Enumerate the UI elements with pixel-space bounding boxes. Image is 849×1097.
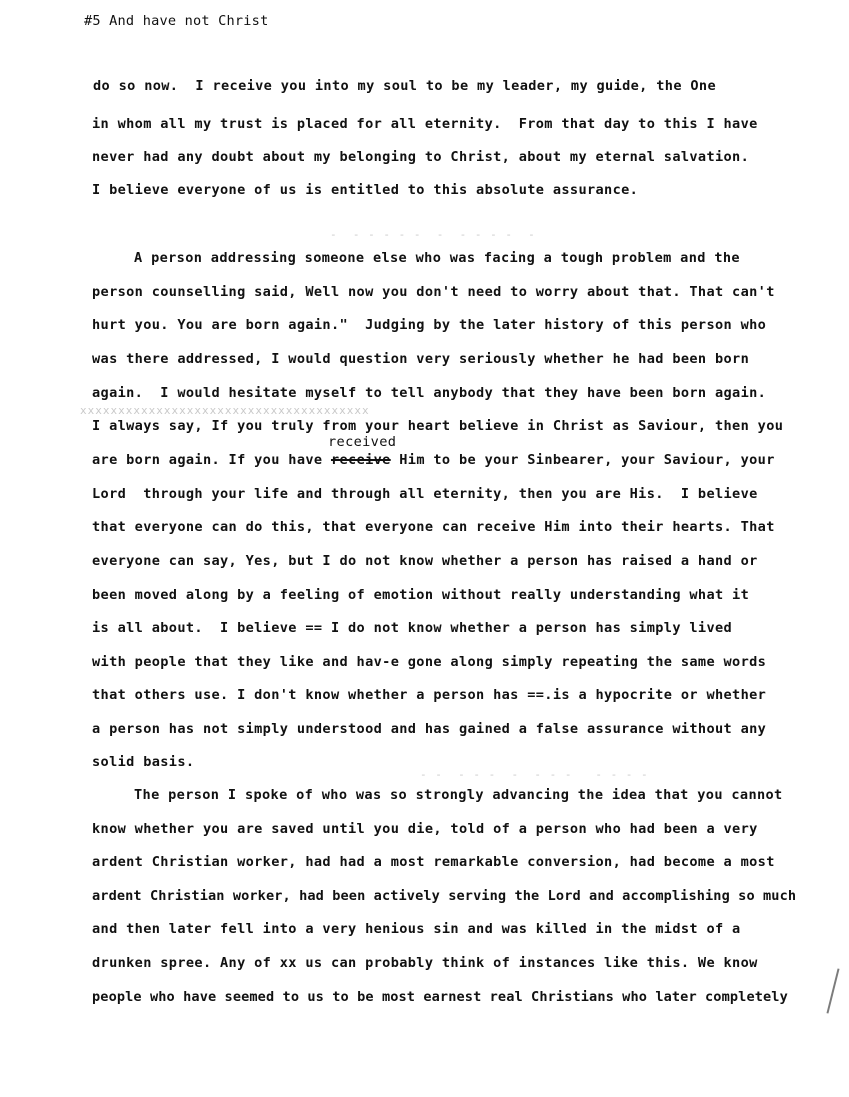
paragraph-2-line: everyone can say, Yes, but I do not know whether a person has raised a hand or [92,553,758,569]
show-through-text: - - - - - - - - - - - - [330,228,536,241]
paragraph-2-line: hurt you. You are born again." Judging by the later history of this person who [92,317,767,333]
struck-word: receive [330,452,391,468]
paragraph-2-line: a person has not simply understood and has gained a false assurance without any [92,721,767,737]
paragraph-3-line: know whether you are saved until you die, told of a person who had been a very [92,821,758,837]
paragraph-2-line: Lord through your life and through all eternity, then you are His. I believe [92,486,758,502]
paragraph-2-line: that everyone can do this, that everyone can receive Him into their hearts. That [92,519,775,535]
handwritten-insertion: received [328,434,397,450]
paragraph-2-line: again. I would hesitate myself to tell anybody that they have been born again. [92,385,767,401]
page-header: #5 And have not Christ [84,13,269,29]
paragraph-2-line: that others use. I don't know whether a person has ==.is a hypocrite or whether [92,687,767,703]
paragraph-3-line: drunken spree. Any of xx us can probably think of instances like this. We know [92,955,758,971]
paragraph-2-line: I always say, If you truly from your heart believe in Christ as Saviour, then you [92,418,784,434]
paragraph-2-line: person counselling said, Well now you don't need to worry about that. That can't [92,284,775,300]
edited-line [92,451,775,469]
paragraph-3-line: and then later fell into a very henious sin and was killed in the midst of a [92,921,741,937]
paragraph-2-line: is all about. I believe == I do not know whether a person has simply lived [92,620,733,636]
margin-pen-mark [826,968,839,1013]
paragraph-1-line: in whom all my trust is placed for all eternity. From that day to this I have [92,116,758,132]
paragraph-2-line: with people that they like and hav-e gone along simply repeating the same words [92,654,767,670]
paragraph-2-line: been moved along by a feeling of emotion without really understanding what it [92,587,750,603]
show-through-text: xxxxxxxxxxxxxxxxxxxxxxxxxxxxxxxxxxxxxx [80,404,370,417]
paragraph-3-line: The person I spoke of who was so strongly advancing the idea that you cannot [134,787,783,803]
edited-line-start: are born again. If you have [92,452,331,468]
paragraph-2-line: was there addressed, I would question very seriously whether he had been born [92,351,750,367]
paragraph-3-line: ardent Christian worker, had had a most remarkable conversion, had become a most [92,854,775,870]
paragraph-1-line: never had any doubt about my belonging to Christ, about my eternal salvation. [92,149,750,165]
paragraph-2-line: A person addressing someone else who was facing a tough problem and the [134,250,740,266]
paragraph-1-line: I believe everyone of us is entitled to this absolute assurance. [92,182,639,198]
paragraph-3-line: ardent Christian worker, had been actively serving the Lord and accomplishing so much [92,888,797,904]
show-through-text: - - - - - - - - - - - - - [420,768,649,781]
paragraph-2-line: solid basis. [92,754,195,770]
edited-line-end: Him to be your Sinbearer, your Saviour, your [390,452,775,468]
paragraph-1-line: do so now. I receive you into my soul to be my leader, my guide, the One [93,78,716,94]
paragraph-3-line: people who have seemed to us to be most earnest real Christians who later completely [92,989,788,1005]
